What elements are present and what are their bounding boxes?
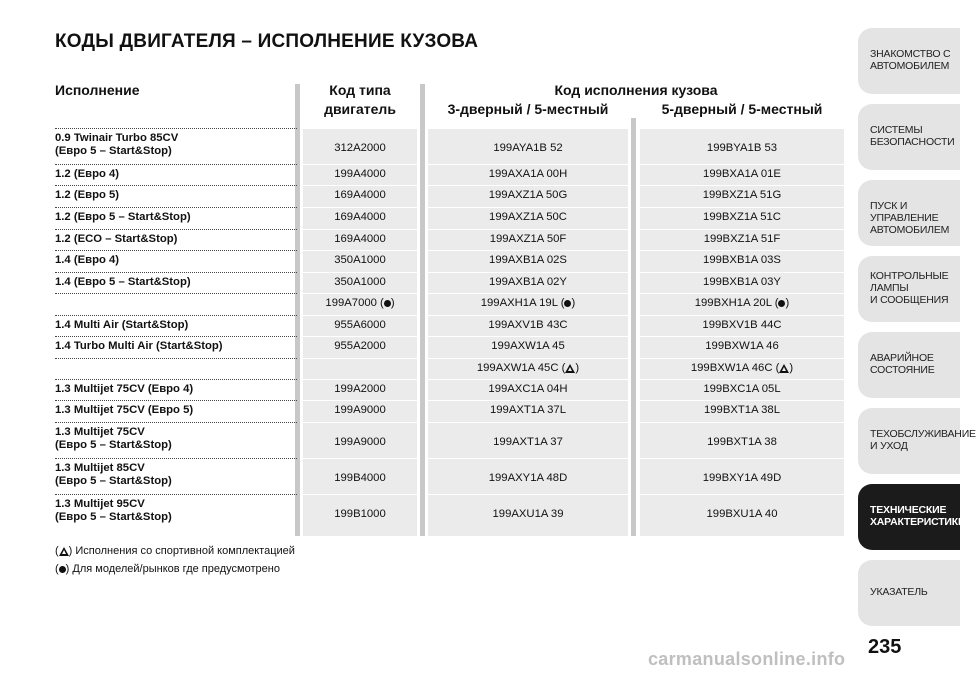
engine-code-cell: [303, 404, 417, 416]
engine-code-cell-text: 199B4000: [334, 472, 386, 484]
row-divider: [55, 207, 297, 208]
body-code-5door-cell: [640, 472, 844, 484]
cell-divider: [428, 293, 628, 294]
row-divider: [55, 229, 297, 230]
engine-code-cell: [303, 340, 417, 352]
body-code-3door-cell-text: 199AXB1A 02S: [489, 254, 567, 266]
cell-divider: [640, 422, 844, 423]
row-divider: [55, 458, 297, 459]
column-separator: [420, 84, 425, 536]
engine-code-cell-text: 199A9000: [334, 404, 386, 416]
sidebar-tab-label: ХАРАКТЕРИСТИКИ: [870, 516, 966, 528]
body-code-5door-cell: [640, 340, 844, 352]
body-code-3door-cell: [428, 233, 628, 245]
engine-code-cell: [303, 319, 417, 331]
header-version: Исполнение: [55, 82, 140, 98]
sidebar-tab-label: СИСТЕМЫ: [870, 124, 923, 136]
body-code-3door-cell: [428, 362, 628, 374]
cell-divider: [303, 164, 417, 165]
body-code-5door-cell: [640, 142, 844, 154]
cell-divider: [303, 422, 417, 423]
engine-code-cell: [303, 436, 417, 448]
body-code-5door-cell: [640, 404, 844, 416]
row-label: 1.2 (Евро 5): [55, 189, 120, 201]
cell-divider: [640, 272, 844, 273]
row-divider: [55, 250, 297, 251]
body-code-5door-cell-text: 199BXT1A 38: [707, 436, 777, 448]
body-code-3door-cell-text: 199AXV1B 43C: [488, 319, 568, 331]
sidebar-tab-label: ЛАМПЫ: [870, 282, 909, 294]
cell-divider: [303, 250, 417, 251]
cell-divider: [428, 128, 628, 129]
cell-divider: [303, 315, 417, 316]
body-code-5door-cell: [640, 233, 844, 245]
row-divider: [55, 400, 297, 401]
triangle-icon: [59, 547, 69, 556]
body-code-3door-cell: [428, 319, 628, 331]
row-label: 1.3 Multijet 75CV: [55, 426, 145, 438]
body-code-3door-cell: [428, 508, 628, 520]
body-code-3door-cell: [428, 189, 628, 201]
close-paren: ): [571, 297, 576, 309]
sidebar-tab-label: ТЕХНИЧЕСКИЕ: [870, 504, 947, 516]
row-label: 1.4 (Евро 5 – Start&Stop): [55, 276, 191, 288]
cell-divider: [303, 293, 417, 294]
cell-divider: [303, 128, 417, 129]
body-code-5door-cell-text: 199BXZ1A 51C: [703, 211, 781, 223]
body-code-5door-cell: [640, 276, 844, 288]
column-separator: [631, 118, 636, 536]
row-label: 0.9 Twinair Turbo 85CV: [55, 132, 179, 144]
cell-divider: [640, 358, 844, 359]
header-engine-type-2: двигатель: [324, 101, 396, 117]
row-label-line2: (Евро 5 – Start&Stop): [55, 511, 172, 523]
cell-divider: [640, 379, 844, 380]
sidebar-tab-6[interactable]: [858, 408, 976, 474]
header-5-door: 5-дверный / 5-местный: [661, 101, 823, 117]
engine-code-cell-text: 199A7000 (: [325, 297, 384, 309]
body-code-3door-cell-text: 199AXZ1A 50G: [488, 189, 568, 201]
cell-divider: [303, 358, 417, 359]
cell-divider: [640, 336, 844, 337]
body-code-3door-cell-text: 199AXH1A 19L (: [480, 297, 565, 309]
body-code-5door-cell: [640, 168, 844, 180]
body-code-5door-cell: [640, 508, 844, 520]
cell-divider: [428, 379, 628, 380]
engine-code-cell-text: 199A9000: [334, 436, 386, 448]
note-market-open: (: [55, 563, 59, 575]
engine-code-cell-text: 312A2000: [334, 142, 386, 154]
engine-code-cell: [303, 189, 417, 201]
sidebar-tab-label: БЕЗОПАСНОСТИ: [870, 136, 955, 148]
cell-divider: [640, 494, 844, 495]
engine-code-cell: [303, 383, 417, 395]
body-code-5door-cell-text: 199BXC1A 05L: [703, 383, 781, 395]
engine-code-cell: [303, 168, 417, 180]
header-3-door: 3-дверный / 5-местный: [447, 101, 609, 117]
note-sport: [55, 545, 295, 557]
cell-divider: [640, 128, 844, 129]
cell-divider: [428, 272, 628, 273]
row-label: 1.3 Multijet 95CV: [55, 498, 145, 510]
circle-icon: [59, 566, 66, 573]
body-code-5door-cell: [640, 211, 844, 223]
row-divider: [55, 494, 297, 495]
body-code-5door-cell: [640, 297, 844, 309]
body-code-5door-cell-text: 199BXV1B 44C: [702, 319, 782, 331]
body-code-5door-cell: [640, 319, 844, 331]
cell-divider: [428, 250, 628, 251]
body-code-3door-cell-text: 199AXZ1A 50F: [489, 233, 567, 245]
cell-divider: [303, 494, 417, 495]
engine-code-cell: [303, 254, 417, 266]
body-code-3door-cell-text: 199AXT1A 37L: [489, 404, 566, 416]
sidebar-tab-label: АВТОМОБИЛЕМ: [870, 60, 950, 72]
body-code-5door-cell-text: 199BXB1A 03S: [703, 254, 781, 266]
cell-divider: [640, 315, 844, 316]
cell-divider: [428, 458, 628, 459]
cell-divider: [428, 185, 628, 186]
cell-divider: [303, 379, 417, 380]
cell-divider: [428, 207, 628, 208]
cell-divider: [428, 494, 628, 495]
engine-code-cell: [303, 297, 417, 309]
sidebar-tab-3[interactable]: [858, 180, 960, 246]
cell-divider: [640, 400, 844, 401]
cell-divider: [428, 315, 628, 316]
engine-code-cell-text: 199A2000: [334, 383, 386, 395]
body-code-5door-cell-text: 199BXT1A 38L: [703, 404, 780, 416]
row-label-line2: (Евро 5 – Start&Stop): [55, 145, 172, 157]
row-divider: [55, 422, 297, 423]
engine-code-cell-text: 169A4000: [334, 233, 386, 245]
row-label: 1.2 (ECO – Start&Stop): [55, 233, 178, 245]
sidebar-tab-8[interactable]: [858, 560, 960, 626]
body-code-5door-cell-text: 199BXW1A 46C (: [690, 362, 780, 374]
engine-code-cell-text: 955A2000: [334, 340, 386, 352]
body-code-3door-cell-text: 199AXZ1A 50C: [489, 211, 567, 223]
body-code-5door-cell: [640, 436, 844, 448]
engine-code-cell-text: 350A1000: [334, 276, 386, 288]
cell-divider: [428, 229, 628, 230]
sidebar-tab-label: СОСТОЯНИЕ: [870, 364, 935, 376]
note-sport-open: (: [55, 545, 59, 557]
sidebar-tab-label: УКАЗАТЕЛЬ: [870, 586, 928, 598]
cell-divider: [428, 358, 628, 359]
body-code-5door-cell-text: 199BXY1A 49D: [702, 472, 782, 484]
body-code-5door-cell-text: 199BXZ1A 51G: [702, 189, 782, 201]
note-market: [55, 563, 280, 575]
body-code-3door-cell: [428, 472, 628, 484]
body-code-3door-cell: [428, 142, 628, 154]
body-code-5door-cell-text: 199BYA1B 53: [706, 142, 778, 154]
cell-divider: [640, 229, 844, 230]
engine-code-cell-text: 350A1000: [334, 254, 386, 266]
row-divider: [55, 164, 297, 165]
sidebar-tab-label: ТЕХОБСЛУЖИВАНИЕ: [870, 428, 976, 440]
circle-icon: [384, 300, 391, 307]
sidebar-tab-2[interactable]: [858, 104, 960, 170]
header-engine-type: Код типа: [329, 82, 391, 98]
row-divider: [55, 272, 297, 273]
close-paren: ): [390, 297, 395, 309]
body-code-3door-cell-text: 199AXA1A 00H: [488, 168, 568, 180]
cell-divider: [640, 207, 844, 208]
triangle-icon: [565, 364, 575, 373]
body-code-3door-cell: [428, 297, 628, 309]
close-paren: ): [789, 362, 794, 374]
row-label: 1.4 Multi Air (Start&Stop): [55, 319, 189, 331]
sidebar-tab-5[interactable]: [858, 332, 960, 398]
body-code-3door-cell-text: 199AXY1A 48D: [488, 472, 568, 484]
triangle-icon: [779, 364, 789, 373]
row-label: 1.4 Turbo Multi Air (Start&Stop): [55, 340, 223, 352]
body-code-5door-cell: [640, 362, 844, 374]
body-code-3door-cell: [428, 211, 628, 223]
engine-code-cell: [303, 142, 417, 154]
engine-code-cell-text: 199A4000: [334, 168, 386, 180]
cell-divider: [640, 185, 844, 186]
body-code-5door-cell: [640, 189, 844, 201]
row-label: 1.3 Multijet 75CV (Евро 5): [55, 404, 194, 416]
body-code-3door-cell: [428, 254, 628, 266]
row-divider: [55, 336, 297, 337]
row-divider: [55, 293, 297, 294]
cell-divider: [428, 164, 628, 165]
row-divider: [55, 315, 297, 316]
row-label: 1.3 Multijet 75CV (Евро 4): [55, 383, 194, 395]
body-code-5door-cell-text: 199BXB1A 03Y: [703, 276, 781, 288]
sidebar-tab-4[interactable]: [858, 256, 960, 322]
engine-code-cell: [303, 233, 417, 245]
sidebar-tab-label: ПУСК И УПРАВЛЕНИЕ: [870, 200, 939, 224]
header-body-code: Код исполнения кузова: [554, 82, 718, 98]
row-divider: [55, 128, 297, 129]
body-code-5door-cell-text: 199BXU1A 40: [706, 508, 778, 520]
cell-divider: [428, 336, 628, 337]
sidebar-tab-label: ЗНАКОМСТВО С: [870, 48, 951, 60]
body-code-3door-cell: [428, 276, 628, 288]
engine-code-cell: [303, 211, 417, 223]
engine-code-cell: [303, 472, 417, 484]
cell-divider: [640, 164, 844, 165]
sidebar-tab-label: И УХОД: [870, 440, 908, 452]
engine-code-cell-text: 199B1000: [334, 508, 386, 520]
engine-code-cell-text: 955A6000: [334, 319, 386, 331]
body-code-3door-cell: [428, 436, 628, 448]
engine-code-cell: [303, 276, 417, 288]
body-code-3door-cell-text: 199AXT1A 37: [493, 436, 563, 448]
body-code-5door-cell-text: 199BXW1A 46: [705, 340, 779, 352]
cell-divider: [428, 400, 628, 401]
sidebar-tab-1[interactable]: [858, 28, 960, 94]
row-divider: [55, 379, 297, 380]
body-code-5door-cell: [640, 254, 844, 266]
note-sport-text: ) Исполнения со спортивной комплектацией: [68, 545, 295, 557]
engine-code-cell-text: 169A4000: [334, 189, 386, 201]
engine-code-cell-text: 169A4000: [334, 211, 386, 223]
row-label-line2: (Евро 5 – Start&Stop): [55, 439, 172, 451]
cell-divider: [303, 185, 417, 186]
sidebar-tab-label: И СООБЩЕНИЯ: [870, 294, 949, 306]
row-label: 1.4 (Евро 4): [55, 254, 120, 266]
body-code-3door-cell-text: 199AXU1A 39: [492, 508, 564, 520]
cell-divider: [303, 458, 417, 459]
row-label: 1.3 Multijet 85CV: [55, 462, 145, 474]
cell-divider: [428, 422, 628, 423]
body-code-3door-cell-text: 199AXW1A 45C (: [476, 362, 566, 374]
body-code-3door-cell: [428, 404, 628, 416]
body-code-5door-cell-text: 199BXH1A 20L (: [694, 297, 779, 309]
sidebar-tab-7[interactable]: [858, 484, 966, 550]
cell-divider: [303, 229, 417, 230]
row-label: 1.2 (Евро 4): [55, 168, 120, 180]
body-code-3door-cell-text: 199AXC1A 04H: [488, 383, 568, 395]
body-code-3door-cell-text: 199AXW1A 45: [491, 340, 565, 352]
cell-divider: [303, 400, 417, 401]
note-market-text: ) Для моделей/рынков где предусмотрено: [65, 563, 280, 575]
row-label: 1.2 (Евро 5 – Start&Stop): [55, 211, 191, 223]
body-code-3door-cell: [428, 168, 628, 180]
close-paren: ): [575, 362, 580, 374]
cell-divider: [640, 250, 844, 251]
sidebar-tab-label: АВТОМОБИЛЕМ: [870, 224, 950, 236]
row-divider: [55, 185, 297, 186]
cell-divider: [640, 293, 844, 294]
body-code-3door-cell: [428, 383, 628, 395]
engine-code-cell: [303, 508, 417, 520]
cell-divider: [303, 336, 417, 337]
body-code-5door-cell: [640, 383, 844, 395]
body-code-3door-cell-text: 199AXB1A 02Y: [489, 276, 567, 288]
cell-divider: [303, 207, 417, 208]
body-code-3door-cell: [428, 340, 628, 352]
close-paren: ): [785, 297, 790, 309]
body-code-5door-cell-text: 199BXA1A 01E: [703, 168, 781, 180]
page-number: 235: [868, 636, 902, 658]
row-label-line2: (Евро 5 – Start&Stop): [55, 475, 172, 487]
column-separator: [295, 84, 300, 536]
sidebar-tab-label: КОНТРОЛЬНЫЕ: [870, 270, 949, 282]
cell-divider: [303, 272, 417, 273]
page-title: КОДЫ ДВИГАТЕЛЯ – ИСПОЛНЕНИЕ КУЗОВА: [55, 31, 479, 52]
body-code-5door-cell-text: 199BXZ1A 51F: [703, 233, 781, 245]
watermark: carmanualsonline.info: [648, 649, 846, 669]
cell-divider: [640, 458, 844, 459]
body-code-3door-cell-text: 199AYA1B 52: [493, 142, 563, 154]
row-divider: [55, 358, 297, 359]
sidebar-tab-label: АВАРИЙНОЕ: [870, 352, 934, 364]
